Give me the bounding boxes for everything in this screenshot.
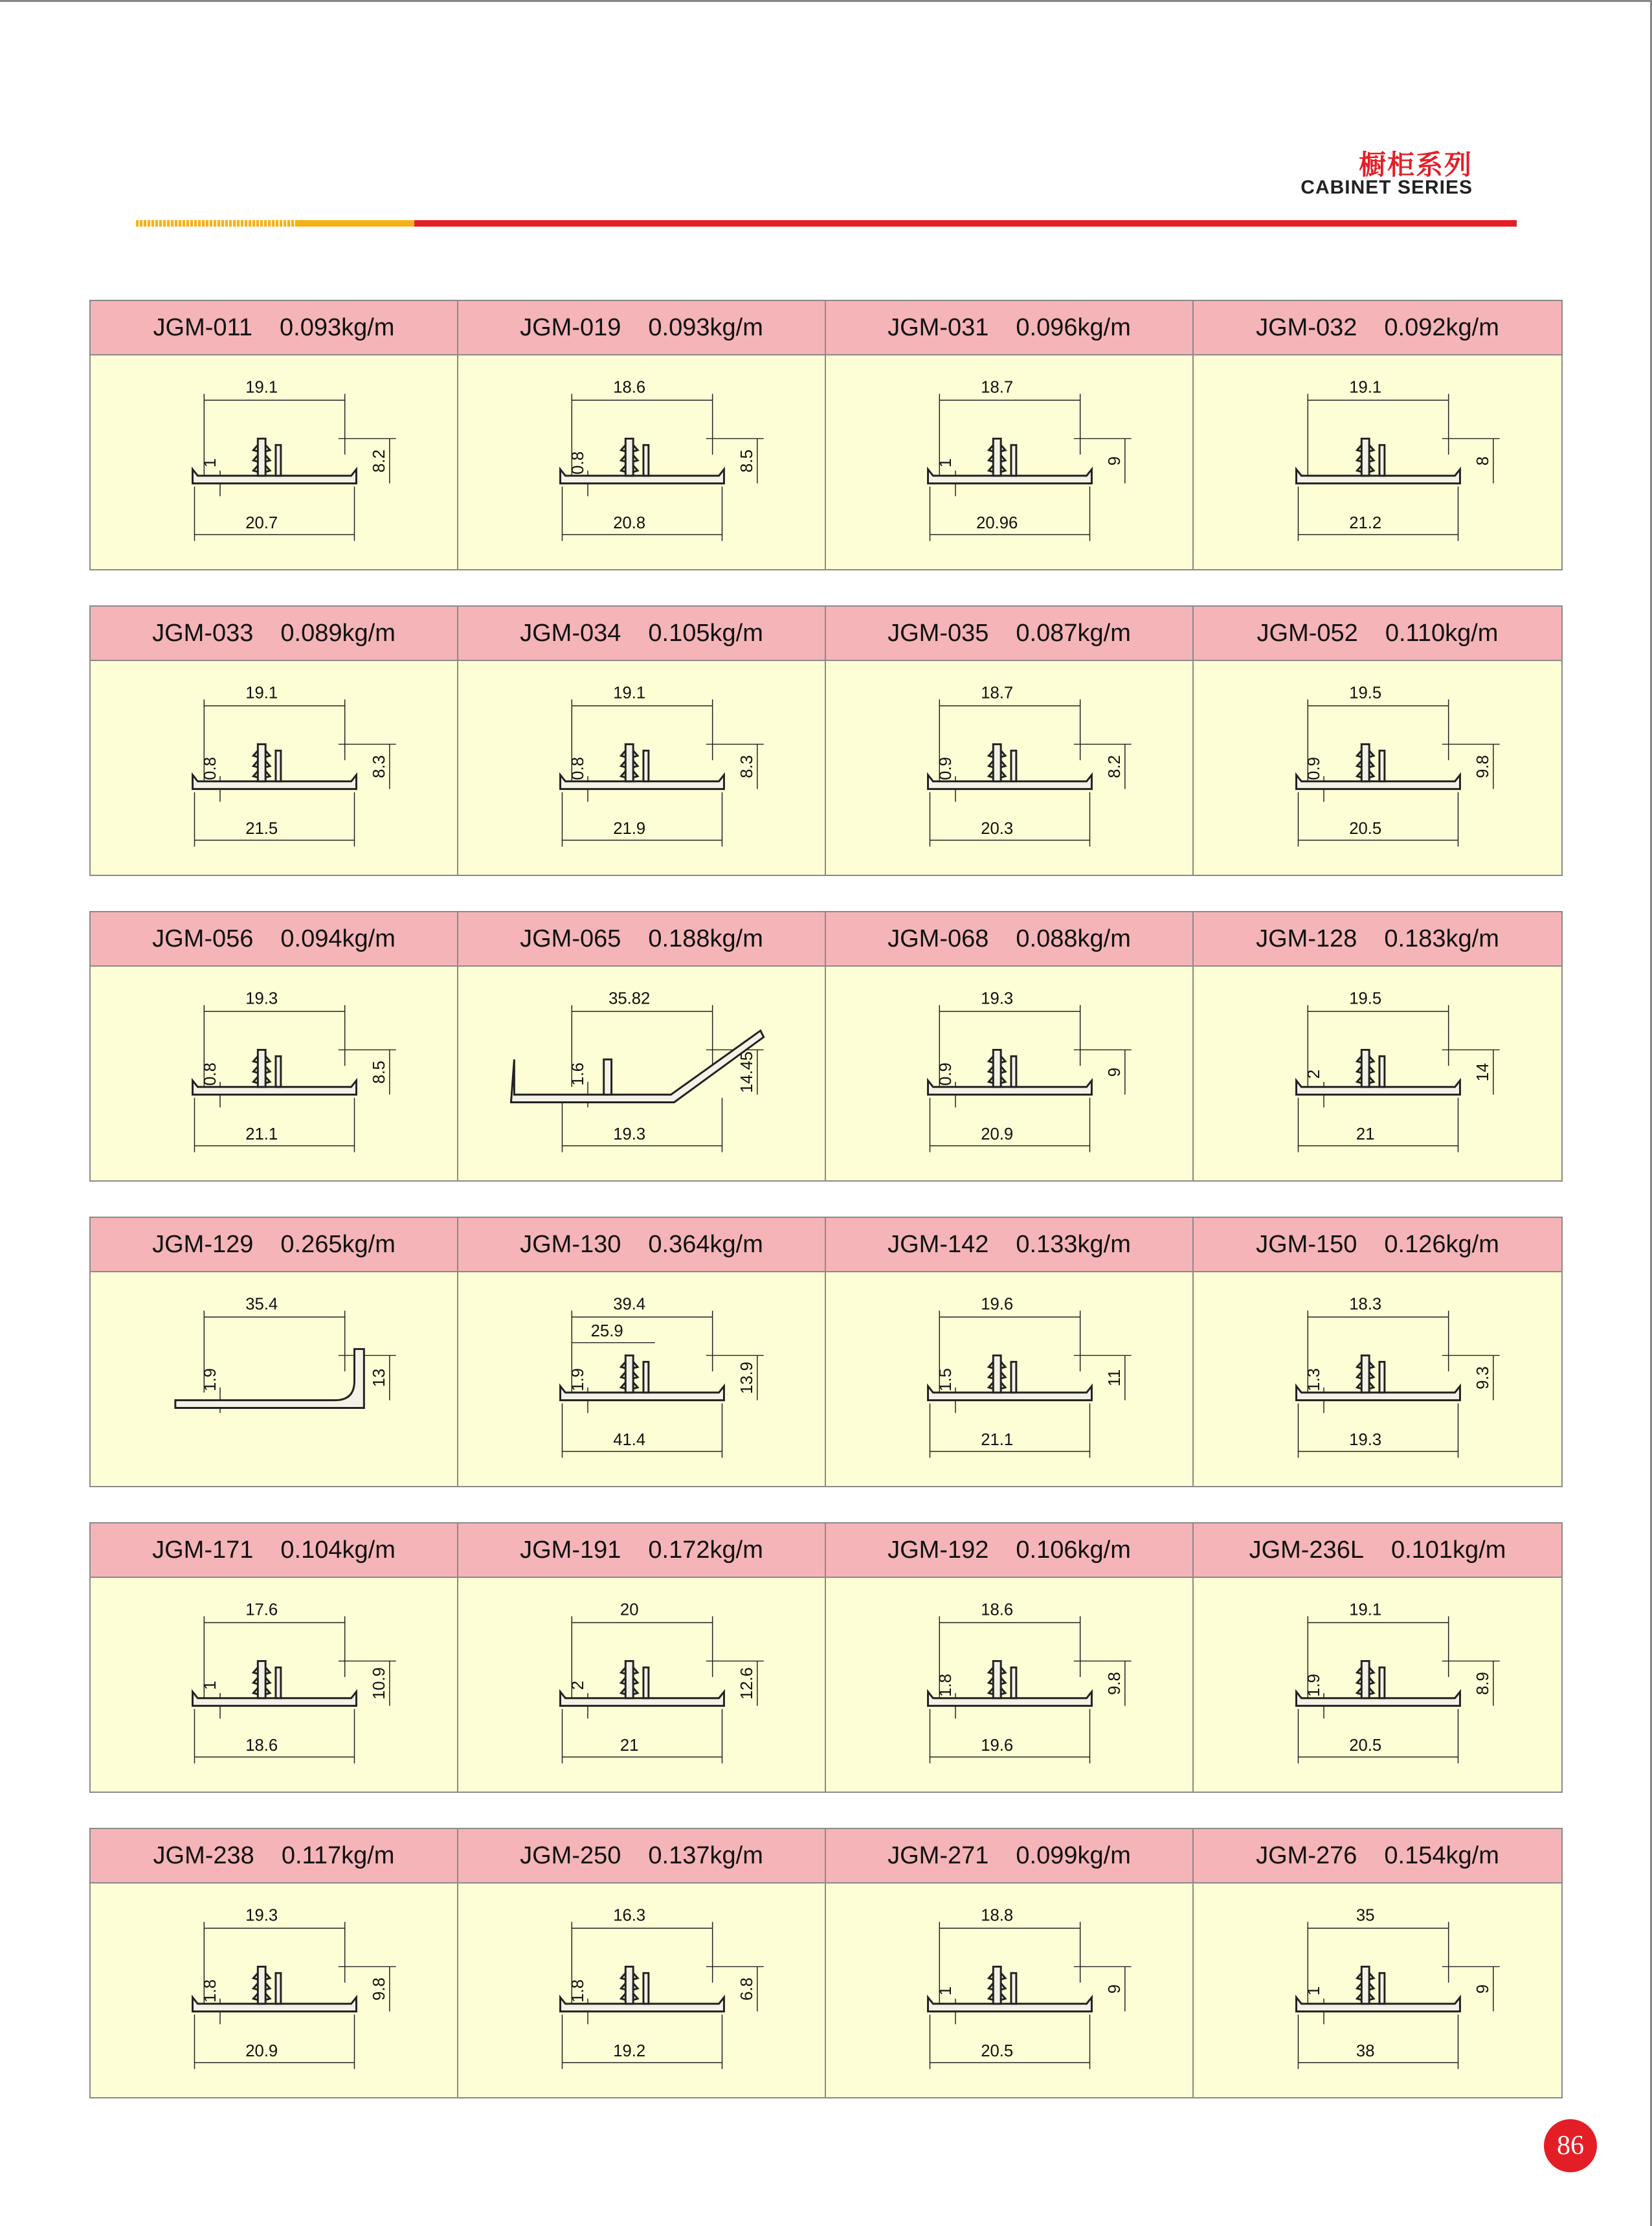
dim-height-label: 8.3	[370, 755, 388, 778]
product-row	[89, 300, 1563, 570]
product-code: JGM-191	[520, 1536, 621, 1564]
dim-height-label: 8.2	[370, 449, 388, 473]
dim-bottom-label: 21	[620, 1736, 639, 1755]
product-card	[1194, 607, 1561, 875]
product-header	[1194, 1829, 1561, 1883]
profile-svg	[1194, 1272, 1561, 1486]
product-code: JGM-238	[153, 1841, 254, 1869]
dim-bottom-label: 19.2	[613, 2041, 646, 2060]
dim-bottom-label: 20.5	[1349, 819, 1382, 838]
dim-bottom-label: 20.9	[981, 1125, 1014, 1143]
dim-bottom-label: 21	[1356, 1125, 1375, 1143]
dim-height-label: 10.9	[370, 1667, 388, 1700]
product-code: JGM-033	[152, 619, 254, 647]
product-header	[458, 607, 825, 661]
dim-height-label: 11	[1105, 1369, 1124, 1387]
dim-height-label: 12.6	[737, 1667, 756, 1700]
dim-thickness-label: 1.6	[569, 1062, 588, 1086]
dim-top-label: 19.3	[981, 989, 1014, 1008]
series-title-zh: 橱柜系列	[1358, 149, 1473, 181]
product-card	[91, 1218, 458, 1486]
dim-bottom-label: 20.8	[613, 513, 646, 532]
product-weight: 0.088kg/m	[1016, 925, 1131, 952]
product-row	[89, 605, 1563, 876]
product-code: JGM-128	[1256, 925, 1357, 952]
product-weight: 0.096kg/m	[1016, 313, 1131, 341]
product-header	[458, 1523, 825, 1578]
product-weight: 0.105kg/m	[648, 619, 763, 647]
dimension-lines	[1298, 1616, 1499, 1763]
dim-thickness-label: 0.9	[937, 757, 955, 780]
profile-svg	[1194, 1883, 1561, 2097]
product-header	[826, 1523, 1192, 1578]
product-code: JGM-171	[152, 1536, 254, 1564]
dim-thickness-label: 0.9	[1305, 757, 1324, 780]
product-weight: 0.099kg/m	[1016, 1841, 1131, 1869]
dim-height-label: 8	[1473, 456, 1492, 466]
dim-thickness-label: 2	[1305, 1069, 1324, 1079]
dimension-lines	[194, 699, 396, 846]
product-card	[91, 1829, 458, 2097]
dim-height-label: 9	[1473, 1984, 1492, 1994]
dimension-lines	[194, 394, 396, 541]
profile-svg	[1194, 967, 1561, 1180]
product-header	[1194, 301, 1561, 355]
product-code: JGM-150	[1256, 1230, 1357, 1258]
profile-diagram	[1194, 1272, 1561, 1486]
product-card	[826, 607, 1194, 875]
dim-height-label: 13	[370, 1368, 388, 1388]
product-header	[826, 1218, 1192, 1272]
dim-top-label: 18.3	[1349, 1295, 1382, 1314]
product-weight: 0.117kg/m	[281, 1841, 395, 1869]
product-card	[826, 1523, 1194, 1792]
profile-svg	[826, 1272, 1192, 1486]
product-weight: 0.093kg/m	[648, 313, 763, 341]
dim-height-label: 9.8	[370, 1977, 388, 2001]
product-weight: 0.094kg/m	[280, 925, 396, 952]
product-weight: 0.106kg/m	[1016, 1536, 1131, 1564]
dim-bottom-label: 20.7	[245, 513, 278, 532]
product-card	[1194, 912, 1561, 1180]
product-header	[458, 301, 825, 355]
product-card	[458, 1829, 826, 2097]
product-code: JGM-011	[153, 313, 252, 341]
dim-top-label: 19.3	[245, 1906, 278, 1925]
product-header	[1194, 607, 1561, 661]
profile-diagram	[826, 967, 1192, 1180]
dim-thickness-label: 1	[201, 1680, 220, 1691]
product-weight: 0.092kg/m	[1384, 313, 1499, 341]
profile-svg	[1194, 1578, 1561, 1792]
profile-svg	[826, 661, 1192, 875]
product-weight: 0.126kg/m	[1384, 1230, 1499, 1258]
dim-thickness-label: 0.8	[569, 451, 588, 475]
product-card	[91, 301, 458, 569]
profile-svg	[91, 661, 457, 875]
dim-top-label: 19.1	[245, 684, 278, 703]
profile-svg	[91, 1578, 457, 1792]
profile-diagram	[91, 661, 457, 875]
profile-diagram	[1194, 661, 1561, 875]
dim-thickness-label: 1.5	[937, 1368, 955, 1391]
product-card	[1194, 1829, 1561, 2097]
page-top-border	[0, 0, 1652, 2]
dim-thickness-label: 1	[201, 458, 220, 468]
dim-top-label: 18.6	[981, 1601, 1014, 1619]
profile-diagram	[1194, 355, 1561, 569]
product-row	[89, 1522, 1563, 1793]
profile-svg	[1194, 355, 1561, 569]
profile-diagram	[91, 1272, 457, 1486]
profile-svg	[458, 1578, 825, 1792]
product-code: JGM-250	[520, 1841, 621, 1869]
dim-height-label: 9.8	[1105, 1672, 1124, 1695]
product-card	[458, 1218, 826, 1486]
dim-height-label: 14.45	[737, 1051, 756, 1094]
dim-thickness-label: 1	[1305, 1986, 1324, 1996]
dim-bottom-label: 19.6	[981, 1736, 1014, 1755]
product-code: JGM-065	[520, 925, 621, 952]
dim-thickness-label: 1	[937, 458, 955, 468]
profile-diagram	[826, 355, 1192, 569]
product-header	[91, 1829, 457, 1883]
dimension-lines	[1298, 394, 1499, 541]
dim-thickness-label: 1.8	[201, 1979, 220, 2003]
dimension-lines	[562, 699, 763, 846]
dimension-lines	[1298, 1310, 1499, 1457]
product-code: JGM-068	[887, 925, 989, 952]
product-header	[458, 1829, 825, 1883]
dim-top-label: 19.1	[245, 378, 278, 397]
dim-height-label: 8.9	[1473, 1672, 1492, 1695]
header-rule-yellow	[298, 220, 414, 227]
product-card	[91, 607, 458, 875]
profile-diagram	[826, 1578, 1192, 1792]
dim-height-label: 9	[1105, 1067, 1124, 1077]
product-card	[826, 912, 1194, 1180]
product-weight: 0.104kg/m	[280, 1536, 396, 1564]
profile-svg	[91, 1272, 457, 1486]
product-header	[91, 301, 457, 355]
dim-thickness-label: 0.9	[937, 1062, 955, 1086]
dimension-lines	[930, 1310, 1131, 1457]
product-code: JGM-130	[520, 1230, 621, 1258]
product-code: JGM-019	[520, 313, 621, 341]
product-weight: 0.364kg/m	[648, 1230, 763, 1258]
dim-top-label: 17.6	[245, 1601, 278, 1619]
dim-top-label: 19.5	[1349, 989, 1382, 1008]
product-card	[1194, 301, 1561, 569]
dimension-lines	[562, 1616, 763, 1763]
dim-height-label: 9.8	[1473, 755, 1492, 778]
dim-top-label: 35.4	[245, 1295, 278, 1314]
product-header	[91, 1218, 457, 1272]
profile-svg	[826, 355, 1192, 569]
profile-svg	[458, 1883, 825, 2097]
dim-bottom-label: 20.3	[981, 819, 1014, 838]
dim-bottom-label: 21.5	[245, 819, 278, 838]
dim-bottom-label: 41.4	[613, 1430, 646, 1449]
profile-svg	[458, 1272, 825, 1486]
dim-thickness-label: 0.8	[201, 757, 220, 780]
product-card	[91, 912, 458, 1180]
product-code: JGM-034	[520, 619, 621, 647]
dimension-lines	[930, 1005, 1131, 1152]
dim-bottom-label: 20.5	[981, 2041, 1014, 2060]
product-weight: 0.101kg/m	[1390, 1536, 1506, 1564]
profile-svg	[826, 1883, 1192, 2097]
profile-diagram	[458, 967, 825, 1180]
profile-diagram	[458, 661, 825, 875]
product-weight: 0.183kg/m	[1384, 925, 1499, 952]
dim-bottom-label: 20.9	[245, 2041, 278, 2060]
dim-thickness-label: 1.8	[937, 1674, 955, 1697]
product-card	[91, 1523, 458, 1792]
dim-thickness-label: 1	[937, 1986, 955, 1996]
dim-thickness-label: 0.8	[569, 757, 588, 780]
product-code: JGM-052	[1256, 619, 1358, 647]
dim-bottom-label: 21.1	[981, 1430, 1014, 1449]
dim-height-label: 8.3	[737, 755, 756, 778]
product-code: JGM-236L	[1249, 1536, 1364, 1564]
dimension-lines	[194, 1922, 396, 2069]
product-weight: 0.089kg/m	[280, 619, 396, 647]
dim-bottom-label: 21.1	[245, 1125, 278, 1143]
dim-bottom-label: 19.3	[1349, 1430, 1382, 1449]
product-card	[826, 301, 1194, 569]
profile-drawing	[1297, 438, 1460, 483]
product-header	[458, 912, 825, 967]
product-card	[458, 1523, 826, 1792]
product-header	[91, 912, 457, 967]
dimension-lines	[930, 394, 1131, 541]
dim-thickness-label: 2	[569, 1680, 588, 1691]
product-card	[1194, 1218, 1561, 1486]
product-code: JGM-031	[887, 313, 989, 341]
dimension-lines	[194, 1005, 396, 1152]
product-header	[826, 607, 1192, 661]
product-header	[91, 1523, 457, 1578]
dim-bottom-label: 20.96	[976, 513, 1018, 532]
dim-top-label: 20	[620, 1601, 639, 1619]
page-number-badge: 86	[1544, 2119, 1597, 2172]
dim-top-label: 16.3	[613, 1906, 646, 1925]
dimension-lines	[562, 1922, 763, 2069]
product-card	[1194, 1523, 1561, 1792]
dim-top-label: 19.5	[1349, 684, 1382, 703]
product-code: JGM-271	[887, 1841, 989, 1869]
profile-diagram	[458, 1883, 825, 2097]
product-header	[1194, 1523, 1561, 1578]
profile-svg	[91, 355, 457, 569]
profile-diagram	[458, 355, 825, 569]
profile-diagram	[458, 1272, 825, 1486]
dim-height-label: 9	[1105, 1984, 1124, 1994]
product-code: JGM-276	[1256, 1841, 1357, 1869]
series-title-en: CABINET SERIES	[1300, 177, 1473, 198]
dim-top-label: 18.8	[981, 1906, 1014, 1925]
dim-top-label: 19.6	[981, 1295, 1014, 1314]
product-header	[458, 1218, 825, 1272]
profile-diagram	[91, 1883, 457, 2097]
product-row	[89, 1217, 1563, 1487]
profile-svg	[91, 967, 457, 1180]
product-weight: 0.172kg/m	[648, 1536, 763, 1564]
dim-thickness-label: 1.9	[569, 1368, 588, 1391]
product-weight: 0.093kg/m	[280, 313, 395, 341]
product-card	[826, 1218, 1194, 1486]
product-header	[826, 912, 1192, 967]
profile-diagram	[826, 1272, 1192, 1486]
dimension-lines	[204, 1310, 396, 1413]
profile-svg	[826, 1578, 1192, 1792]
dim-bottom-label: 21.9	[613, 819, 646, 838]
dimension-lines	[930, 1922, 1131, 2069]
profile-svg	[458, 355, 825, 569]
dim-top-label: 18.7	[981, 378, 1014, 397]
dim-height-label: 6.8	[737, 1977, 756, 2001]
dim-top-label: 19.1	[1349, 378, 1382, 397]
dim-top-label: 39.4	[613, 1295, 646, 1314]
dim-bottom-label: 20.5	[1349, 1736, 1382, 1755]
dim-height-label: 8.5	[737, 449, 756, 473]
profile-diagram	[91, 967, 457, 1180]
product-row	[89, 1828, 1563, 2098]
dimension-lines	[194, 1616, 396, 1763]
product-card	[458, 912, 826, 1180]
dim-bottom-label: 21.2	[1349, 513, 1382, 532]
product-code: JGM-192	[887, 1536, 989, 1564]
profile-svg	[826, 967, 1192, 1180]
profile-diagram	[1194, 967, 1561, 1180]
dim-height-label: 9	[1105, 456, 1124, 466]
product-weight: 0.137kg/m	[648, 1841, 763, 1869]
dim-top-label: 18.6	[613, 378, 646, 397]
dim-mid-label: 25.9	[590, 1321, 623, 1340]
dim-height-label: 13.9	[737, 1362, 756, 1395]
dim-thickness-label: 1.3	[1305, 1368, 1324, 1391]
product-header	[826, 1829, 1192, 1883]
product-weight: 0.154kg/m	[1384, 1841, 1499, 1869]
product-code: JGM-129	[152, 1230, 254, 1258]
dimension-lines	[930, 1616, 1131, 1763]
product-code: JGM-032	[1256, 313, 1357, 341]
dim-bottom-label: 18.6	[245, 1736, 278, 1755]
product-weight: 0.133kg/m	[1016, 1230, 1131, 1258]
profile-svg	[458, 967, 825, 1180]
dim-top-label: 18.7	[981, 684, 1014, 703]
profile-diagram	[91, 355, 457, 569]
product-weight: 0.110kg/m	[1385, 619, 1499, 647]
product-code: JGM-056	[152, 925, 254, 952]
profile-diagram	[1194, 1578, 1561, 1792]
dim-height-label: 14	[1473, 1062, 1492, 1082]
product-row	[89, 911, 1563, 1182]
product-header	[826, 301, 1192, 355]
product-card	[826, 1829, 1194, 2097]
product-header	[91, 607, 457, 661]
dimension-lines	[562, 1005, 763, 1152]
product-weight: 0.087kg/m	[1016, 619, 1131, 647]
dim-top-label: 35.82	[608, 989, 651, 1008]
dim-bottom-label: 19.3	[613, 1125, 646, 1143]
product-weight: 0.265kg/m	[280, 1230, 396, 1258]
header-rule-red	[414, 220, 1517, 227]
dim-bottom-label: 38	[1356, 2041, 1375, 2060]
product-card	[458, 301, 826, 569]
dimension-lines	[1298, 1005, 1499, 1152]
profile-diagram	[91, 1578, 457, 1792]
dim-thickness-label: 1.9	[1305, 1674, 1324, 1697]
dim-thickness-label: 1.9	[201, 1368, 220, 1391]
dimension-lines	[1298, 1922, 1499, 2069]
product-code: JGM-142	[887, 1230, 989, 1258]
dim-thickness-label: 0.8	[201, 1062, 220, 1086]
dimension-lines	[1298, 699, 1499, 846]
dim-height-label: 8.5	[370, 1061, 388, 1084]
profile-diagram	[826, 1883, 1192, 2097]
dimension-lines	[930, 699, 1131, 846]
dim-height-label: 8.2	[1105, 755, 1124, 778]
profile-svg	[458, 661, 825, 875]
product-code: JGM-035	[887, 619, 989, 647]
dim-height-label: 9.3	[1473, 1366, 1492, 1389]
profile-diagram	[826, 661, 1192, 875]
dimension-lines	[562, 394, 763, 541]
product-header	[1194, 1218, 1561, 1272]
dim-thickness-label: 1.8	[569, 1979, 588, 2003]
dim-top-label: 19.1	[1349, 1601, 1382, 1619]
header-rule-dashed	[136, 220, 298, 227]
profile-svg	[91, 1883, 457, 2097]
dim-top-label: 19.3	[245, 989, 278, 1008]
profile-drawing	[511, 1031, 763, 1103]
dim-top-label: 19.1	[613, 684, 646, 703]
profile-diagram	[458, 1578, 825, 1792]
profile-diagram	[1194, 1883, 1561, 2097]
product-card	[458, 607, 826, 875]
product-header	[1194, 912, 1561, 967]
profile-svg	[1194, 661, 1561, 875]
product-weight: 0.188kg/m	[648, 925, 763, 952]
dim-top-label: 35	[1356, 1906, 1375, 1925]
